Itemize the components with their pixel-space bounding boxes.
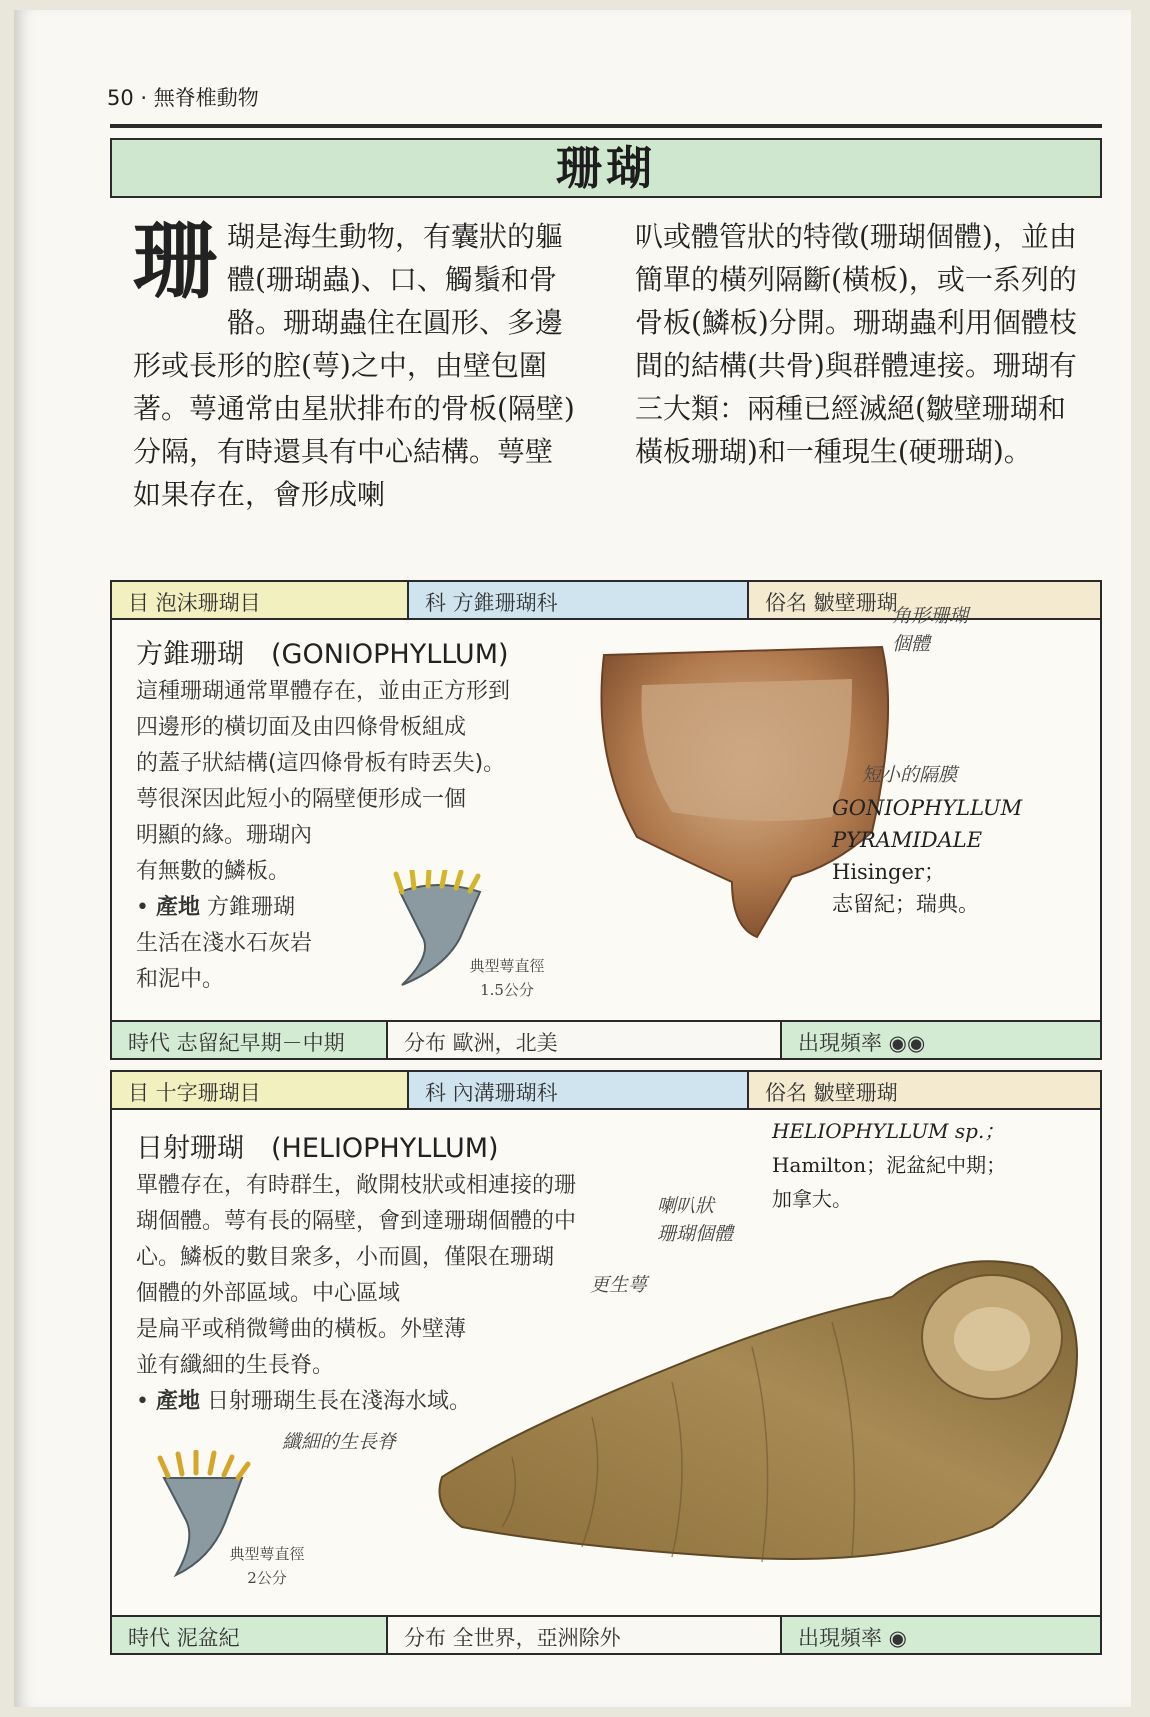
corallite-label — [892, 602, 968, 658]
locality-line: • 產地 方錐珊瑚 — [136, 895, 296, 920]
species-card-heliophyllum — [110, 1070, 1102, 1655]
desc-line: 個體的外部區域。中心區域 — [136, 1281, 401, 1306]
size-caption-line: 1.5公分 — [480, 981, 534, 999]
period-cell: 時代 志留紀早期－中期 — [112, 1022, 388, 1058]
latin-line: PYRAMIDALE — [832, 828, 983, 852]
desc-line: 並有纖細的生長脊。 — [136, 1353, 335, 1378]
frequency-cell: 出現頻率 ◉ — [782, 1617, 1100, 1653]
label-line: 角形珊瑚 — [892, 605, 969, 627]
desc-line: 瑚個體。萼有長的隔壁，會到達珊瑚個體的中 — [136, 1209, 577, 1234]
common-name-cell: 俗名 皺壁珊瑚 — [749, 1072, 1100, 1108]
info-footer-row — [112, 1020, 1100, 1058]
latin-line: 志留紀；瑞典。 — [832, 892, 979, 916]
latin-line: HELIOPHYLLUM sp.； — [772, 1119, 1005, 1143]
page-title: 珊瑚 — [110, 138, 1102, 198]
species-description — [136, 674, 576, 998]
frequency-cell: 出現頻率 ◉◉ — [782, 1022, 1100, 1058]
info-footer-row — [112, 1615, 1100, 1653]
species-name: 日射珊瑚 (HELIOPHYLLUM) — [136, 1133, 499, 1164]
desc-line: 這種珊瑚通常單體存在，並由正方形到 — [136, 679, 511, 704]
family-cell: 科 內溝珊瑚科 — [409, 1072, 749, 1108]
size-caption-line: 2公分 — [247, 1569, 287, 1587]
species-name: 方錐珊瑚 (GONIOPHYLLUM) — [136, 639, 509, 670]
locality-line: 生活在淺水石灰岩 — [136, 931, 313, 956]
locality-label: 產地 — [155, 1389, 200, 1414]
common-name-cell: 俗名 皺壁珊瑚 — [749, 582, 1100, 618]
desc-line: 的蓋子狀結構(這四條骨板有時丟失)。 — [136, 751, 506, 776]
taxonomy-row — [112, 1072, 1100, 1110]
latin-line: GONIOPHYLLUM — [832, 796, 1023, 820]
order-cell: 目 泡沫珊瑚目 — [112, 582, 409, 618]
heliophyllum-fossil-image — [432, 1227, 1092, 1587]
desc-line: 明顯的緣。珊瑚內 — [136, 823, 313, 848]
rejuvenation-label: 更生萼 — [590, 1274, 648, 1296]
corallite-label — [657, 1192, 733, 1248]
label-line: 喇叭狀 — [657, 1195, 715, 1217]
specimen-caption — [772, 1114, 1006, 1216]
desc-line: 四邊形的橫切面及由四條骨板組成 — [136, 715, 467, 740]
growth-ridges-label: 纖細的生長脊 — [282, 1431, 397, 1453]
period-cell: 時代 泥盆紀 — [112, 1617, 388, 1653]
desc-line: 單體存在，有時群生，敞開枝狀或相連接的珊 — [136, 1173, 577, 1198]
intro-left-text: 瑚是海生動物，有囊狀的軀體(珊瑚蟲)、口、觸鬚和骨骼。珊瑚蟲住在圓形、多邊形或長形的腔(萼)之中，由壁包圍著。萼通常由星狀排布的骨板(隔壁)分隔，有時還具有中心結構。萼壁如果存在，會形成喇 — [133, 220, 575, 511]
size-caption — [212, 1542, 322, 1590]
desc-line: 有無數的鱗板。 — [136, 859, 291, 884]
order-cell: 目 十字珊瑚目 — [112, 1072, 409, 1108]
label-line: 個體 — [892, 633, 931, 655]
latin-line: 加拿大。 — [772, 1187, 852, 1211]
family-cell: 科 方錐珊瑚科 — [409, 582, 749, 618]
locality-text: 方錐珊瑚 — [207, 895, 296, 920]
distribution-cell: 分布 全世界，亞洲除外 — [388, 1617, 782, 1653]
size-caption-line: 典型萼直徑 — [469, 957, 545, 975]
latin-line: Hisinger； — [832, 860, 945, 884]
latin-line: Hamilton；泥盆紀中期； — [772, 1153, 1007, 1177]
desc-line: 心。鱗板的數目衆多，小而圓，僅限在珊瑚 — [136, 1245, 555, 1270]
label-line: 珊瑚個體 — [657, 1223, 734, 1245]
intro-right-column: 叭或體管狀的特徵(珊瑚個體)，並由簡單的橫列隔斷(橫板)，或一系列的骨板(鱗板)分開。珊瑚蟲利用個體枝間的結構(共骨)與群體連接。珊瑚有三大類：兩種已經滅絕(皺壁珊瑚和橫板珊瑚)和一種現生(硬珊瑚)。 — [635, 220, 1077, 468]
desc-line: 萼很深因此短小的隔壁便形成一個 — [136, 787, 467, 812]
size-caption-line: 典型萼直徑 — [229, 1545, 305, 1563]
desc-line: 是扁平或稍微彎曲的橫板。外壁薄 — [136, 1317, 467, 1342]
distribution-cell: 分布 歐洲，北美 — [388, 1022, 782, 1058]
dropcap: 珊 — [133, 211, 218, 310]
locality-text: 日射珊瑚生長在淺海水域。 — [207, 1389, 472, 1414]
septa-label: 短小的隔膜 — [862, 764, 958, 786]
page-label: 50 · 無脊椎動物 — [107, 86, 259, 110]
species-card-goniophyllum — [110, 580, 1102, 1060]
locality-line: 和泥中。 — [136, 967, 225, 992]
specimen-caption — [832, 792, 1022, 920]
locality-label: 產地 — [155, 895, 200, 920]
size-caption — [452, 954, 562, 1002]
intro-left-column — [133, 211, 579, 516]
locality-line: • 產地 日射珊瑚生長在淺海水域。 — [136, 1389, 472, 1414]
header-rule — [110, 124, 1102, 128]
book-page — [14, 10, 1131, 1707]
